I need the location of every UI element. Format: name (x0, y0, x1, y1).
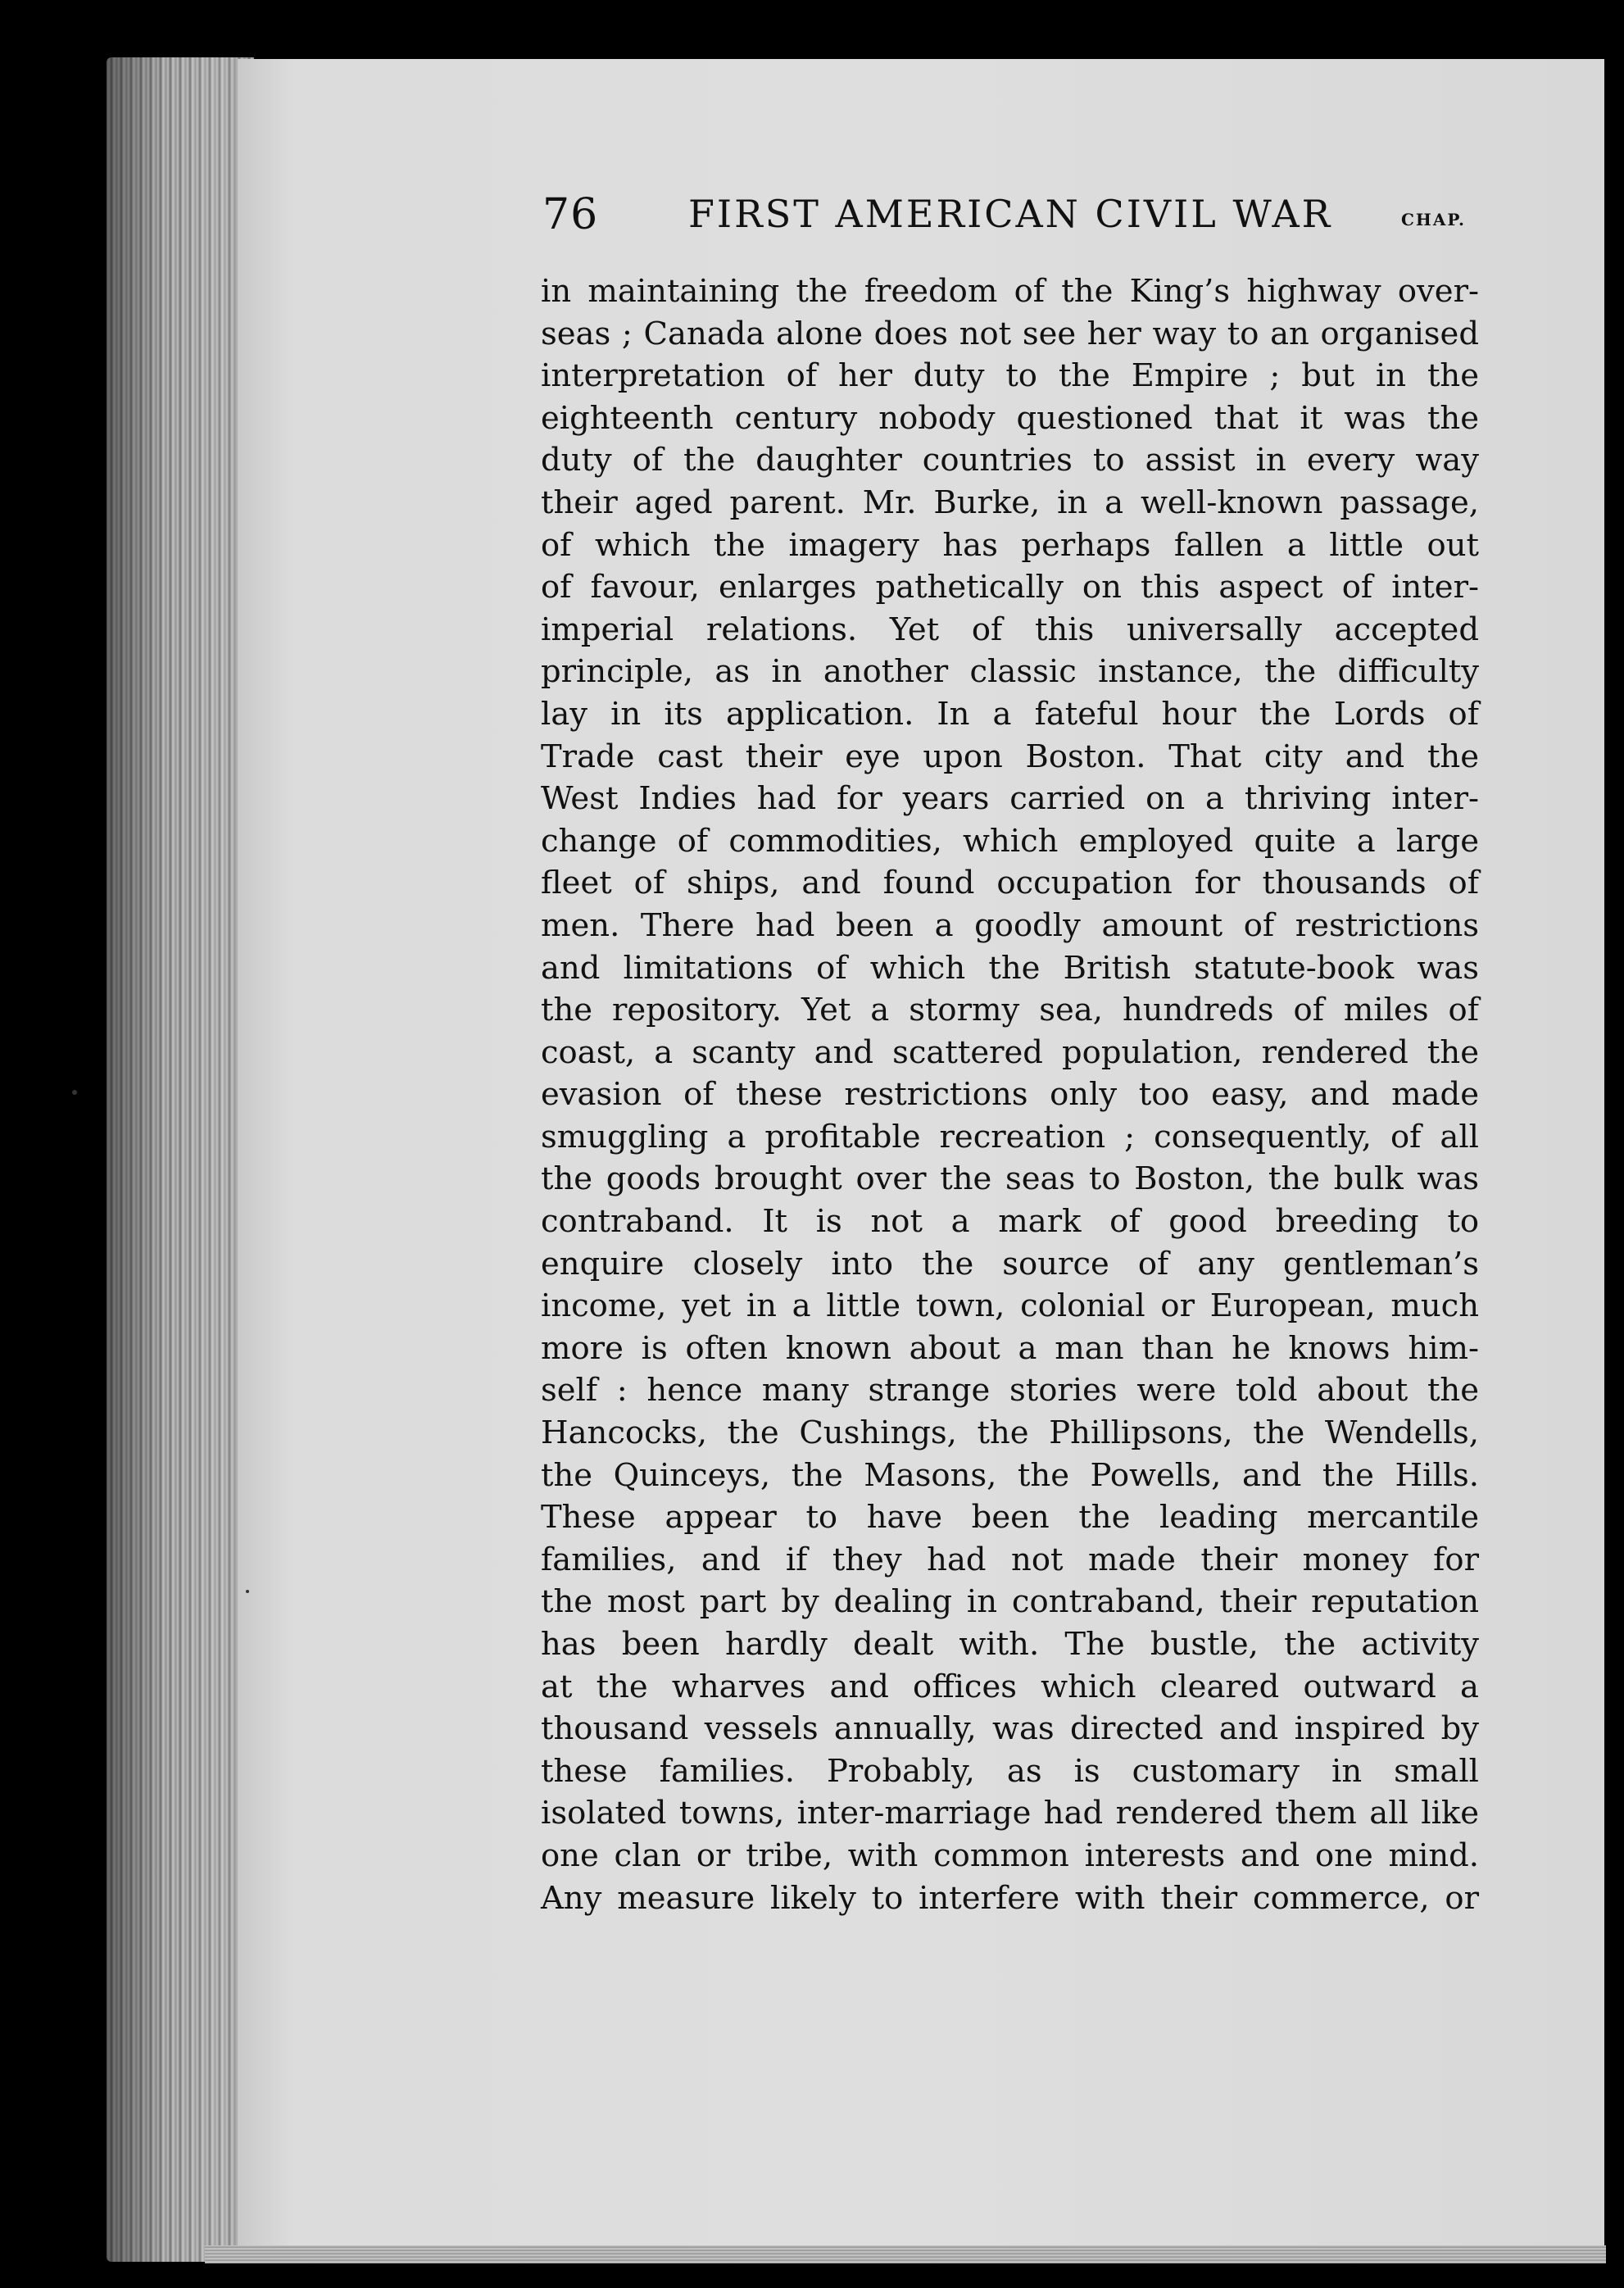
book-bottom-edge (205, 2245, 1606, 2263)
body-text (541, 270, 1479, 1919)
text-line: isolated towns, inter-marriage had rendered them all like (541, 1795, 1479, 1832)
text-line: contraband. It is not a mark of good breeding to (541, 1203, 1479, 1241)
text-line: of favour, enlarges pathetically on this aspect of inter- (541, 569, 1479, 606)
text-line: the most part by dealing in contraband, their reputation (541, 1583, 1479, 1621)
text-line: families, and if they had not made their money for (541, 1541, 1479, 1578)
text-line: these families. Probably, as is customary in small (541, 1752, 1479, 1790)
text-line: principle, as in another classic instance, the difficulty (541, 653, 1479, 691)
text-line: more is often known about a man than he knows him- (541, 1329, 1479, 1367)
book-page-edges (107, 57, 254, 2262)
text-line: interpretation of her duty to the Empire ; but in the (541, 357, 1479, 395)
text-line: the repository. Yet a stormy sea, hundreds of miles of (541, 992, 1479, 1029)
text-line: enquire closely into the source of any gentleman’s (541, 1245, 1479, 1282)
scan-speck (72, 1090, 77, 1095)
page-header (542, 190, 1526, 247)
text-line: change of commodities, which employed quite a large (541, 822, 1479, 860)
text-line: imperial relations. Yet of this universally accepted (541, 611, 1479, 648)
text-line: evasion of these restrictions only too easy, and made (541, 1076, 1479, 1114)
page-number: 76 (542, 190, 599, 239)
text-line: the Quinceys, the Masons, the Powells, and the Hills. (541, 1456, 1479, 1494)
scan-speck (246, 1590, 249, 1593)
text-line: the goods brought over the seas to Boston, the bulk was (541, 1160, 1479, 1198)
text-line: their aged parent. Mr. Burke, in a well-known passage, (541, 483, 1479, 521)
text-line: West Indies had for years carried on a thriving inter- (541, 780, 1479, 818)
text-line: Any measure likely to interfere with their commerce, or (541, 1879, 1479, 1917)
text-line: men. There had been a goodly amount of restrictions (541, 906, 1479, 944)
text-line: thousand vessels annually, was directed and inspired by (541, 1710, 1479, 1748)
text-line: in maintaining the freedom of the King’s highway over- (541, 273, 1479, 310)
text-line: seas ; Canada alone does not see her way to an organised (541, 315, 1479, 352)
running-title: FIRST AMERICAN CIVIL WAR (688, 192, 1333, 236)
text-line: of which the imagery has perhaps fallen a little out (541, 526, 1479, 564)
text-line: smuggling a profitable recreation ; consequently, of all (541, 1118, 1479, 1155)
text-line: coast, a scanty and scattered population, rendered the (541, 1033, 1479, 1071)
text-line: Hancocks, the Cushings, the Phillipsons, the Wendells, (541, 1414, 1479, 1452)
chapter-label: CHAP. (1401, 210, 1467, 229)
text-line: one clan or tribe, with common interests and one mind. (541, 1836, 1479, 1874)
text-line: income, yet in a little town, colonial or European, much (541, 1287, 1479, 1325)
text-line: has been hardly dealt with. The bustle, the activity (541, 1626, 1479, 1663)
text-line: duty of the daughter countries to assist in every way (541, 442, 1479, 479)
text-line: and limitations of which the British statute-book was (541, 949, 1479, 987)
text-line: self : hence many strange stories were told about the (541, 1372, 1479, 1410)
text-line: These appear to have been the leading mercantile (541, 1499, 1479, 1537)
text-line: at the wharves and offices which cleared outward a (541, 1668, 1479, 1705)
text-line: eighteenth century nobody questioned that it was the (541, 399, 1479, 437)
text-line: lay in its application. In a fateful hour the Lords of (541, 695, 1479, 733)
text-line: Trade cast their eye upon Boston. That city and the (541, 738, 1479, 775)
text-line: fleet of ships, and found occupation for thousands of (541, 865, 1479, 902)
